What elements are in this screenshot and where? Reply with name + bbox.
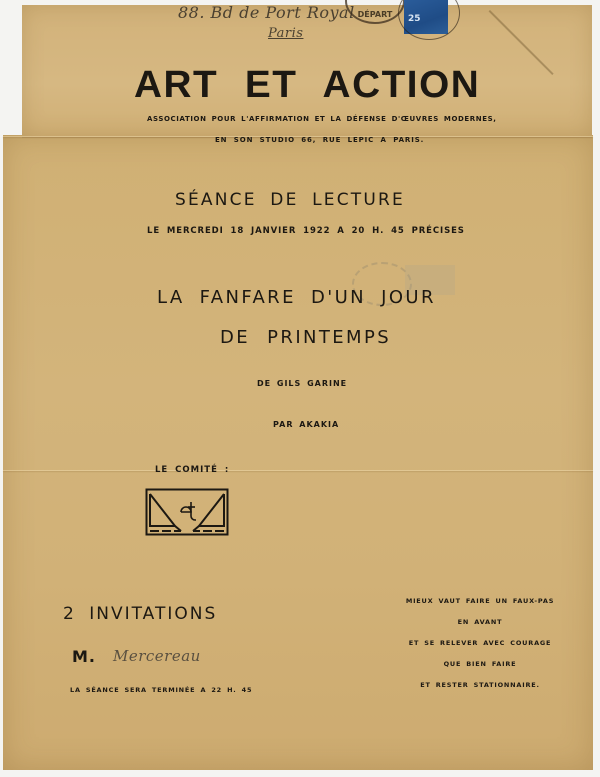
- play-performer: PAR AKAKIA: [273, 420, 340, 429]
- invitation-count: 2 INVITATIONS: [63, 604, 218, 624]
- studio-address: EN SON STUDIO 66, RUE LEPIC A PARIS.: [215, 136, 425, 144]
- motto-line: ET SE RELEVER AVEC COURAGE: [408, 639, 552, 647]
- event-end-time: LA SÉANCE SERA TERMINÉE A 22 H. 45: [70, 686, 253, 694]
- play-author: DE GILS GARINE: [257, 379, 348, 388]
- event-heading: SÉANCE DE LECTURE: [175, 190, 405, 210]
- fold-crease-middle: [3, 470, 593, 471]
- art-et-action-logo-icon: [145, 488, 229, 536]
- handwritten-address-city: Paris: [268, 26, 304, 41]
- organization-title: ART ET ACTION: [134, 64, 481, 106]
- guest-name-handwritten: Mercereau: [113, 647, 201, 665]
- association-subtitle: ASSOCIATION POUR L'AFFIRMATION ET LA DÉFENSE D'ŒUVRES MODERNES,: [147, 115, 497, 123]
- committee-label: LE COMITÉ :: [155, 465, 230, 475]
- play-title-line-2: DE PRINTEMPS: [220, 327, 392, 348]
- postmark-text: DÉPART: [357, 10, 393, 19]
- guest-prefix: M.: [72, 647, 96, 666]
- play-title-line-1: LA FANFARE D'UN JOUR: [157, 287, 436, 308]
- event-date: LE MERCREDI 18 JANVIER 1922 A 20 H. 45 PRÉCISES: [147, 226, 465, 236]
- motto-block: [390, 596, 570, 701]
- motto-line: ET RESTER STATIONNAIRE.: [420, 681, 540, 689]
- motto-line: EN AVANT: [457, 618, 503, 626]
- stamp-value: 25: [408, 14, 421, 24]
- motto-line: QUE BIEN FAIRE: [443, 660, 517, 668]
- motto-line: MIEUX VAUT FAIRE UN FAUX-PAS: [405, 597, 555, 605]
- handwritten-address-street: 88. Bd de Port Royal: [178, 3, 355, 22]
